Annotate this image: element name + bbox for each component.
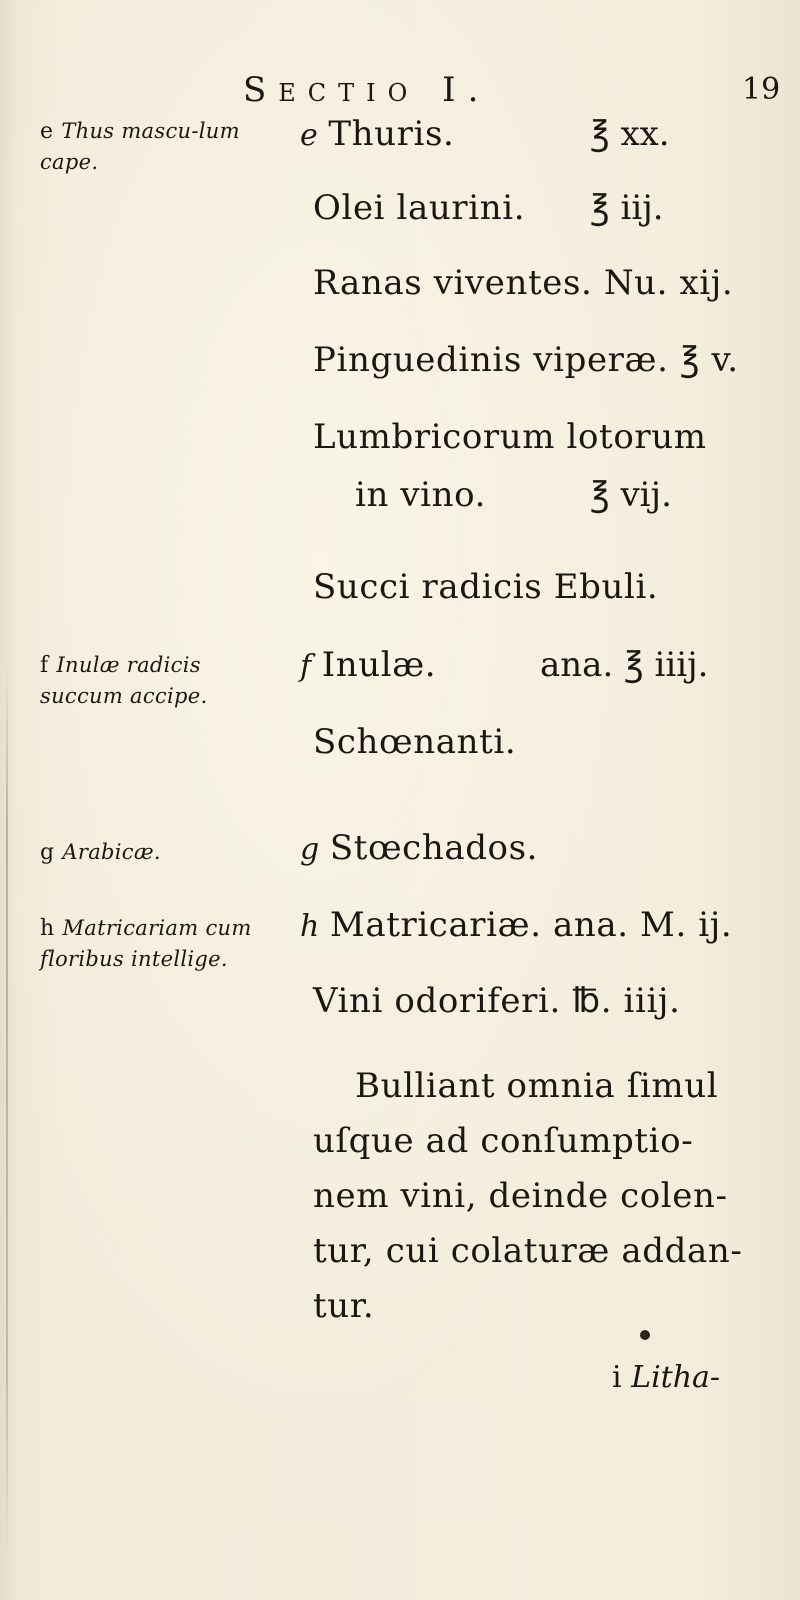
recipe-line-thuris <box>300 114 454 154</box>
margin-note-e <box>40 116 275 177</box>
ingredient: Matricariæ. ana. M. ij. <box>329 905 733 945</box>
note-mark: e <box>40 119 54 144</box>
paragraph-line: nem vini, deinde colen- <box>313 1176 728 1216</box>
line-mark: f <box>300 649 312 684</box>
note-text: Thus mascu-lum cape. <box>40 119 240 174</box>
recipe-line-olei <box>313 188 525 228</box>
recipe-line-schoenanti <box>313 722 516 762</box>
ingredient: Thuris. <box>328 114 455 154</box>
recipe-line-pinguedinis <box>313 340 739 380</box>
recipe-line-stoechados <box>300 828 538 868</box>
ingredient: Ranas viventes. Nu. xij. <box>313 263 734 303</box>
recipe-line-lumbricorum <box>313 417 707 457</box>
ingredient: Succi radicis Ebuli. <box>313 567 659 607</box>
recipe-line-succi <box>313 567 658 607</box>
running-head: Sectio I. <box>243 70 491 110</box>
note-mark: g <box>40 840 55 865</box>
paragraph-line: tur, cui colaturæ addan- <box>313 1231 743 1271</box>
quantity: ana. ℥ iiij. <box>540 645 709 685</box>
page-edge-shadow <box>6 660 8 1560</box>
margin-note-g <box>40 837 275 868</box>
recipe-line-ranas <box>313 263 733 303</box>
catchword-mark: i <box>612 1360 622 1395</box>
recipe-line-matricariae <box>300 905 732 945</box>
note-text: Inulæ radicis succum accipe. <box>40 653 208 708</box>
note-mark: f <box>40 653 49 678</box>
page-number: 19 <box>742 72 781 107</box>
margin-note-f <box>40 650 275 711</box>
ingredient: in vino. <box>355 475 487 515</box>
ingredient: Schœnanti. <box>313 722 517 762</box>
quantity: ℥ vij. <box>590 475 672 515</box>
catchword-text: Litha- <box>631 1360 721 1395</box>
line-mark: e <box>300 118 319 153</box>
ingredient: Vini odoriferi. ℔. iiij. <box>313 981 681 1021</box>
ingredient: Pinguedinis viperæ. ℥ v. <box>313 340 739 380</box>
ingredient: Lumbricorum lotorum <box>313 417 707 457</box>
line-mark: h <box>300 909 320 944</box>
ingredient: Stœchados. <box>329 828 539 868</box>
recipe-line-vini <box>313 981 680 1021</box>
ingredient: Olei laurini. <box>313 188 526 228</box>
note-text: Matricariam cum floribus intellige. <box>40 916 252 971</box>
note-text: Arabicæ. <box>62 840 161 864</box>
paragraph-line: uſque ad conſumptio- <box>313 1121 694 1161</box>
recipe-line-inulae <box>300 645 436 685</box>
paragraph-line: Bulliant omnia ſimul <box>355 1066 719 1106</box>
ingredient: Inulæ. <box>321 645 437 685</box>
recipe-line-in-vino <box>355 475 486 515</box>
line-mark: g <box>300 832 320 867</box>
quantity: ℥ iij. <box>590 188 664 228</box>
note-mark: h <box>40 916 55 941</box>
margin-note-h <box>40 913 275 974</box>
catchword <box>612 1360 720 1395</box>
ink-speck <box>640 1330 650 1340</box>
quantity: ℥ xx. <box>590 114 670 154</box>
paragraph-line: tur. <box>313 1286 375 1326</box>
